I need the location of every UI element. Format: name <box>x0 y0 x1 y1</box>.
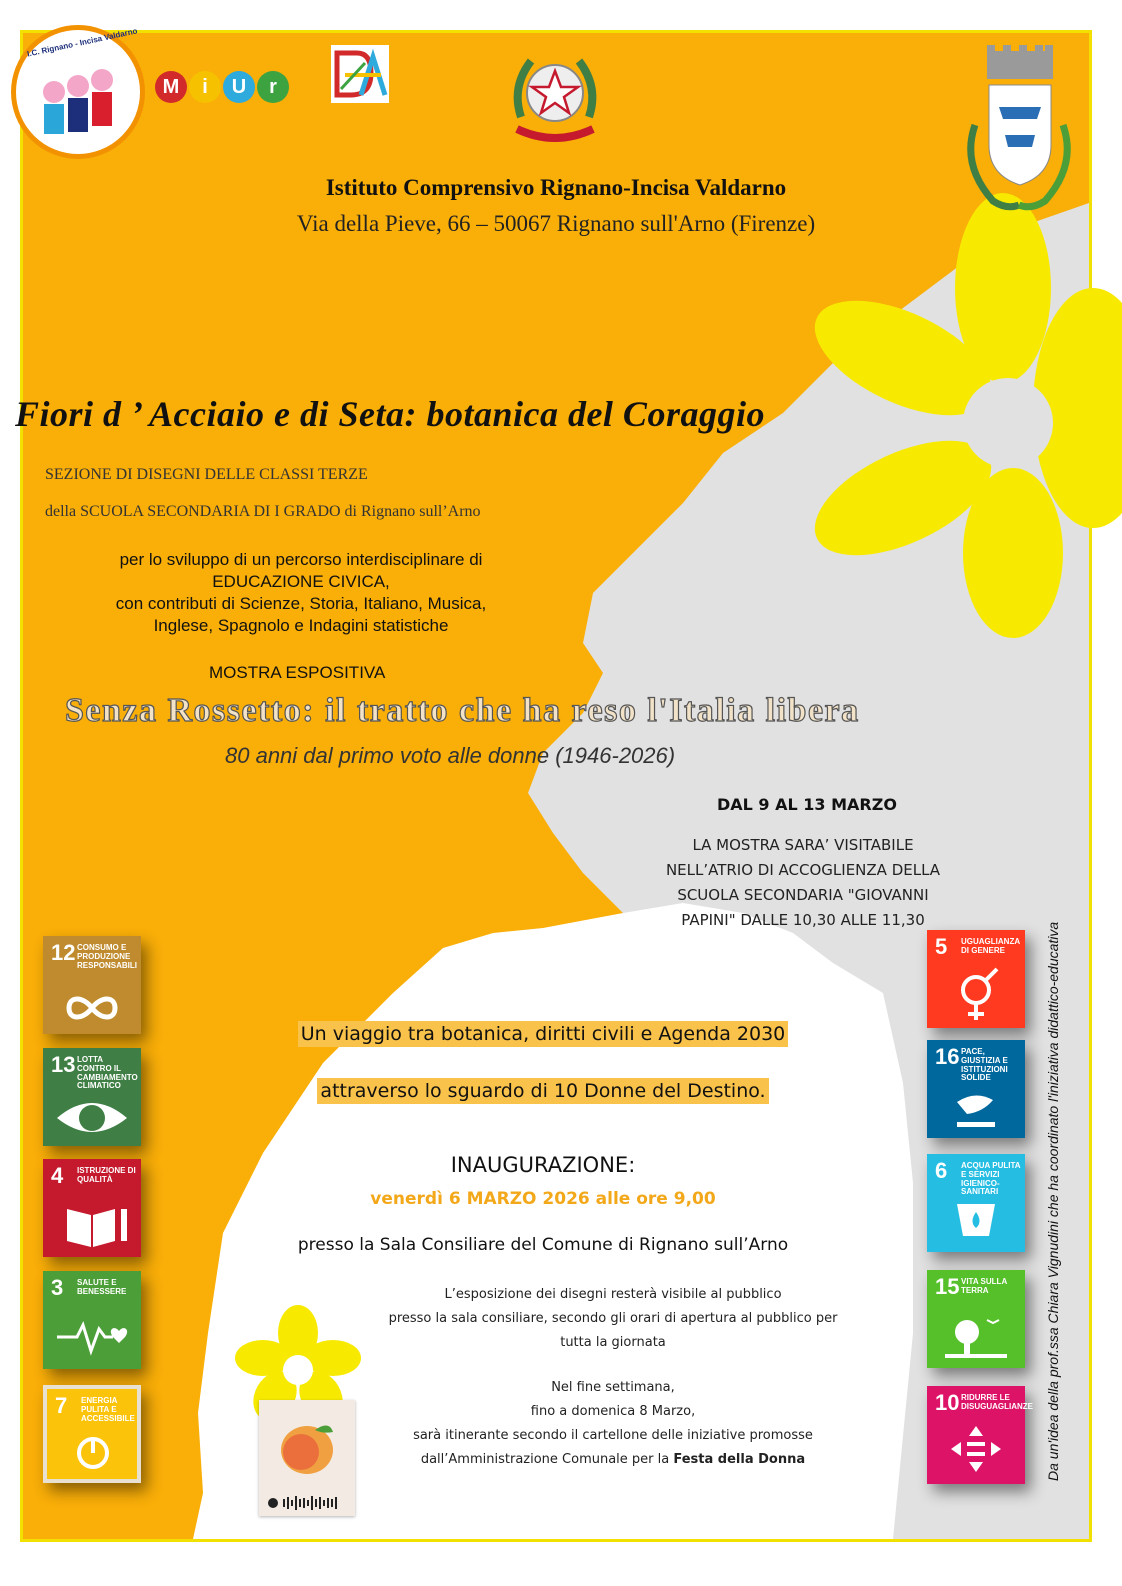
star-emblem-icon <box>507 47 603 157</box>
infinity-icon <box>43 936 141 1034</box>
yellow-flower-icon <box>843 208 1093 628</box>
sdg-tile-4 <box>43 1159 141 1257</box>
project-title: Fiori d ’ Acciaio e di Seta: botanica del Coraggio <box>15 394 765 434</box>
miur-letter: M <box>155 71 187 103</box>
sdg-tile-15 <box>927 1270 1025 1368</box>
purpose-line: Inglese, Spagnolo e Indagini statistiche <box>153 616 449 635</box>
equal-arrows-icon <box>927 1386 1033 1484</box>
weekend-line: fino a domenica 8 Marzo, <box>530 1404 696 1419</box>
sdg-label: PACE, GIUSTIZIA E ISTITUZIONI SOLIDE <box>961 1047 1008 1083</box>
sdg-number: 6 <box>935 1158 948 1183</box>
miur-logo <box>155 71 289 103</box>
institute-name: Istituto Comprensivo Rignano-Incisa Valdarno <box>325 175 787 200</box>
sdg-number: 12 <box>51 940 76 965</box>
festa-della-donna: Festa della Donna <box>673 1452 806 1467</box>
weekend-last-line <box>353 1448 873 1472</box>
journey-line-2 <box>143 1080 943 1102</box>
school-line: della SCUOLA SECONDARIA DI I GRADO di Rignano sull’Arno <box>45 503 481 520</box>
note-line: tutta la giornata <box>560 1335 666 1350</box>
journey-line-1 <box>143 1023 943 1045</box>
inauguration-note <box>353 1283 873 1355</box>
exhibition-title: Senza Rossetto: il tratto che ha reso l'Italia libera <box>65 692 860 729</box>
sdg-number: 10 <box>935 1390 960 1415</box>
inauguration-place: presso la Sala Consiliare del Comune di Rignano sull’Arno <box>297 1235 789 1255</box>
book-pencil-icon <box>43 1159 141 1257</box>
sdg-tile-6 <box>927 1154 1025 1252</box>
sdg-label: SALUTE E BENESSERE <box>77 1278 127 1296</box>
purpose-line: per lo sviluppo di un percorso interdisciplinare di <box>119 550 483 569</box>
sdg-label: ACQUA PULITA E SERVIZI IGIENICO-SANITARI <box>961 1161 1021 1197</box>
sdg-number: 4 <box>51 1163 64 1188</box>
exhibition-dates: DAL 9 AL 13 MARZO <box>717 795 897 814</box>
visit-info <box>653 833 953 933</box>
visit-line: PAPINI" DALLE 10,30 ALLE 11,30 <box>681 911 925 929</box>
sdg-number: 16 <box>935 1044 960 1069</box>
sdg-label: LOTTA CONTRO IL CAMBIAMENTO CLIMATICO <box>77 1055 138 1091</box>
miur-letter: U <box>223 71 255 103</box>
credit-text: Da un'idea della prof.ssa Chiara Vignudini che ha coordinato l'iniziativa didattico-educativa <box>1045 921 1061 1481</box>
journey-highlight: Un viaggio tra botanica, diritti civili e Agenda 2030 <box>298 1021 789 1047</box>
sdg-tile-7 <box>43 1385 141 1483</box>
note-line: presso la sala consiliare, secondo gli orari di apertura al pubblico per <box>388 1311 838 1326</box>
mango-icon <box>259 1400 355 1516</box>
exhibition-label: MOSTRA ESPOSITIVA <box>209 663 386 682</box>
sdg-label: CONSUMO E PRODUZIONE RESPONSABILI <box>77 943 138 970</box>
sdg-tile-3 <box>43 1271 141 1369</box>
weekend-line: Nel fine settimana, <box>551 1380 675 1395</box>
visit-line: SCUOLA SECONDARIA "GIOVANNI <box>677 886 929 904</box>
agenda-logo-icon <box>331 45 389 103</box>
sdg-label: ISTRUZIONE DI QUALITÀ <box>77 1166 136 1184</box>
heartbeat-icon <box>43 1271 141 1369</box>
music-card <box>259 1400 355 1516</box>
visit-line: LA MOSTRA SARA’ VISITABILE <box>692 836 914 854</box>
institute-address: Via della Pieve, 66 – 50067 Rignano sull'Arno (Firenze) <box>296 211 816 236</box>
italian-republic-emblem <box>507 47 603 157</box>
sdg-label: UGUAGLIANZA DI GENERE <box>961 937 1020 955</box>
tree-birds-icon <box>927 1270 1025 1368</box>
purpose-block <box>23 549 579 637</box>
purpose-line: EDUCAZIONE CIVICA, <box>212 572 390 591</box>
inauguration-datetime: venerdì 6 MARZO 2026 alle ore 9,00 <box>370 1189 716 1209</box>
journey-highlight: attraverso lo sguardo di 10 Donne del Destino. <box>317 1078 768 1104</box>
purpose-line: con contributi di Scienze, Storia, Italiano, Musica, <box>115 594 487 613</box>
school-badge-logo <box>11 25 145 159</box>
sdg-label: RIDURRE LE DISUGUAGLIANZE <box>961 1393 1033 1411</box>
weekend-note <box>353 1376 873 1472</box>
sdg-number: 13 <box>51 1052 76 1077</box>
dove-gavel-icon <box>927 1040 1025 1138</box>
visit-line: NELL’ATRIO DI ACCOGLIENZA DELLA <box>665 861 941 879</box>
note-line: L’esposizione dei disegni resterà visibile al pubblico <box>444 1287 782 1302</box>
miur-letter: r <box>257 71 289 103</box>
sdg-tile-5 <box>927 930 1025 1028</box>
sdg-label: VITA SULLA TERRA <box>961 1277 1007 1295</box>
water-drop-icon <box>927 1154 1025 1252</box>
sdg-tile-16 <box>927 1040 1025 1138</box>
agenda-logo <box>331 45 389 103</box>
poster-frame <box>15 26 1092 1542</box>
eye-globe-icon <box>43 1048 141 1146</box>
sdg-label: ENERGIA PULITA E ACCESSIBILE <box>81 1396 135 1423</box>
sdg-number: 5 <box>935 934 948 959</box>
sun-power-icon <box>47 1389 145 1487</box>
last-line-prefix: dall’Amministrazione Comunale per la <box>420 1452 674 1467</box>
sdg-number: 3 <box>51 1275 64 1300</box>
school-badge-text: I.C. Rignano - Incisa Valdarno <box>26 26 139 59</box>
gender-icon <box>927 930 1025 1028</box>
sdg-tile-13 <box>43 1048 141 1146</box>
sdg-number: 7 <box>55 1393 68 1418</box>
sdg-number: 15 <box>935 1274 960 1299</box>
sdg-tile-10 <box>927 1386 1033 1484</box>
section-line: SEZIONE DI DISEGNI DELLE CLASSI TERZE <box>45 466 368 483</box>
miur-letter: i <box>189 71 221 103</box>
sdg-tile-12 <box>43 936 141 1034</box>
inauguration-label: INAUGURAZIONE: <box>450 1153 636 1177</box>
weekend-line: sarà itinerante secondo il cartellone delle iniziative promosse <box>413 1428 813 1443</box>
exhibition-subtitle: 80 anni dal primo voto alle donne (1946-2026) <box>225 743 676 768</box>
